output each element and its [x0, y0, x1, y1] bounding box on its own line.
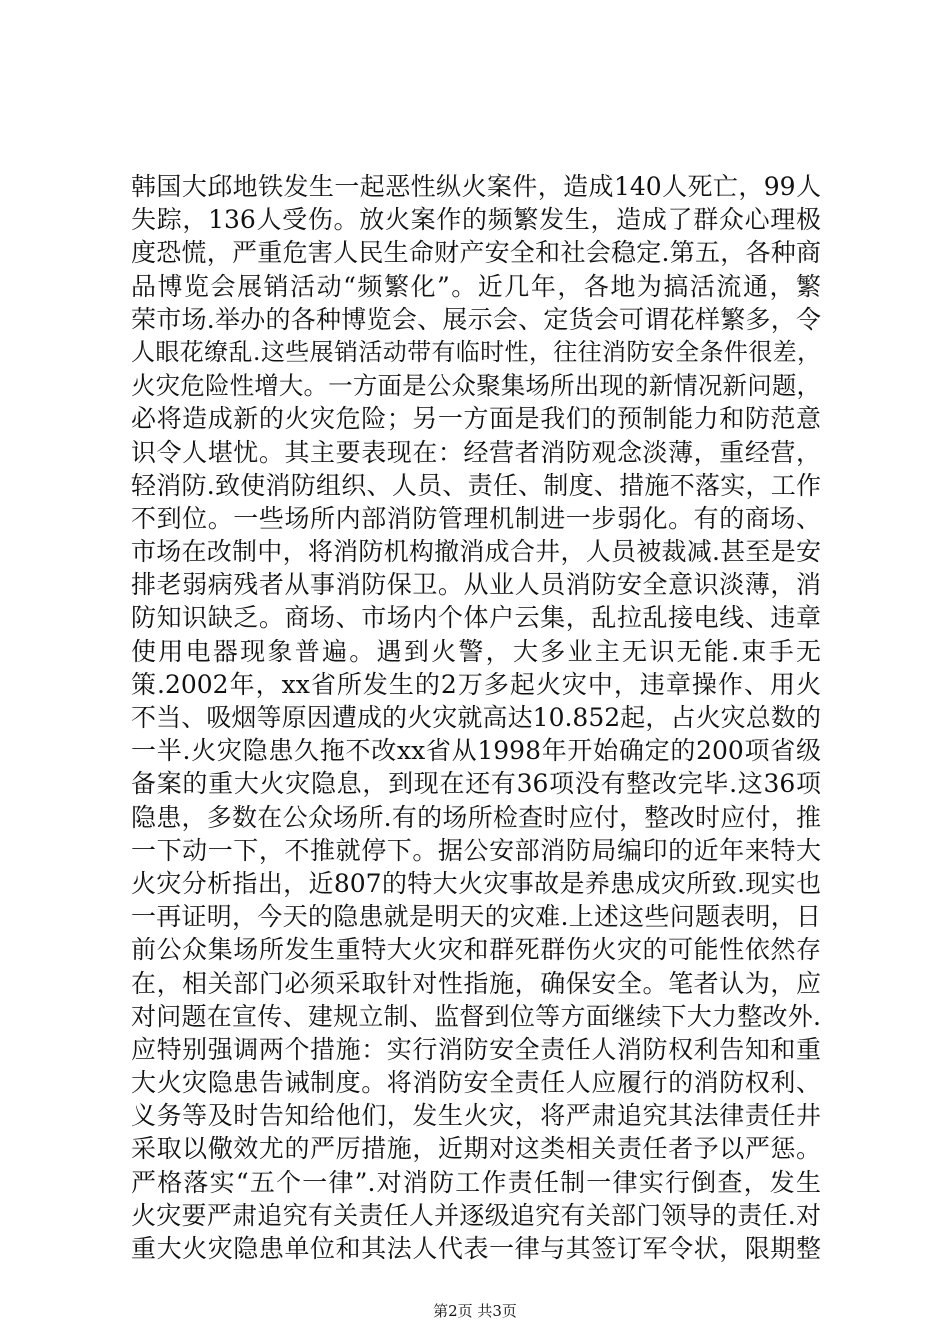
text-line: 火灾要严肃追究有关责任人并逐级追究有关部门领导的责任.对 [131, 1200, 821, 1230]
text-line: 韩国大邱地铁发生一起恶性纵火案件，造成140人死亡，99人 [131, 172, 821, 201]
text-line: 市场在改制中，将消防机构撤消成合井，人员被裁减.甚至是安 [131, 537, 821, 567]
text-line: 火灾分析指出，近807的特大火灾事故是养患成灾所致.现实也 [131, 868, 821, 898]
text-line: 隐患，多数在公众场所.有的场所检查时应付，整改时应付，推 [131, 802, 821, 832]
text-line: 一再证明，今天的隐患就是明天的灾难.上述这些问题表明，日 [131, 902, 821, 932]
text-line: 备案的重大火灾隐息，到现在还有36项没有整改完毕.这36项 [131, 769, 821, 799]
text-line: 排老弱病残者从事消防保卫。从业人员消防安全意识淡薄，消 [131, 570, 821, 600]
text-line: 一半.火灾隐患久拖不改xx省从1998年开始确定的200项省级 [131, 736, 821, 766]
text-line: 对问题在宣传、建规立制、监督到位等方面继续下大力整改外. [131, 1001, 821, 1031]
text-line: 失踪，136人受伤。放火案作的频繁发生，造成了群众心理极 [131, 205, 821, 235]
text-line: 使用电器现象普遍。遇到火警，大多业主无识无能.束手无 [131, 636, 821, 666]
text-line: 轻消防.致使消防组织、人员、责任、制度、措施不落实，工作 [131, 470, 821, 500]
page-number-footer: 第2页 共3页 [433, 1302, 517, 1320]
text-line: 人眼花缭乱.这些展销活动带有临时性，往往消防安全条件很差， [131, 337, 821, 366]
text-line: 品博览会展销活动“频繁化”。近几年，各地为搞活流通，繁 [131, 271, 821, 301]
text-line: 义务等及时告知给他们，发生火灾，将严肃追究其法律责任井 [131, 1101, 821, 1131]
text-line: 荣市场.举办的各种博览会、展示会、定货会可谓花样繁多，令 [131, 304, 821, 334]
text-line: 度恐慌，严重危害人民生命财产安全和社会稳定.第五，各种商 [131, 238, 821, 268]
text-line: 识令人堪忧。其主要表现在：经营者消防观念淡薄，重经营， [131, 437, 821, 467]
text-line: 必将造成新的火灾危险；另一方面是我们的预制能力和防范意 [131, 404, 821, 434]
text-line: 在，相关部门必须采取针对性指施，确保安全。笔者认为，应 [131, 968, 821, 998]
text-line: 火灾危险性增大。一方面是公众聚集场所出现的新情况新问题， [131, 371, 821, 401]
text-line: 重大火灾隐患单位和其法人代表一律与其签订军令状，限期整 [131, 1234, 821, 1263]
text-line: 一下动一下，不推就停下。据公安部消防局编印的近年来特大 [131, 835, 821, 865]
text-line: 不当、吸烟等原因遭成的火灾就高达10.852起，占火灾总数的 [131, 703, 821, 732]
body-text [131, 170, 821, 1265]
text-line: 采取以儆效尤的严厉措施，近期对这类相关责任者予以严惩。 [131, 1134, 821, 1164]
text-line: 不到位。一些场所内部消防管理机制进一步弱化。有的商场、 [131, 503, 821, 533]
text-line: 防知识缺乏。商场、市场内个体户云集，乱拉乱接电线、违章 [131, 603, 821, 633]
text-line: 前公众集场所发生重特大火灾和群死群伤火灾的可能性依然存 [131, 935, 821, 965]
text-line: 应特别强调两个措施：实行消防安全责任人消防权利告知和重 [131, 1034, 821, 1064]
text-line: 大火灾隐患告诫制度。将消防安全责任人应履行的消防权利、 [131, 1068, 821, 1098]
text-line: 严格落实“五个一律”.对消防工作责任制一律实行倒查，发生 [131, 1167, 821, 1197]
text-line: 策.2002年，xx省所发生的2万多起火灾中，违章操作、用火 [131, 669, 821, 699]
